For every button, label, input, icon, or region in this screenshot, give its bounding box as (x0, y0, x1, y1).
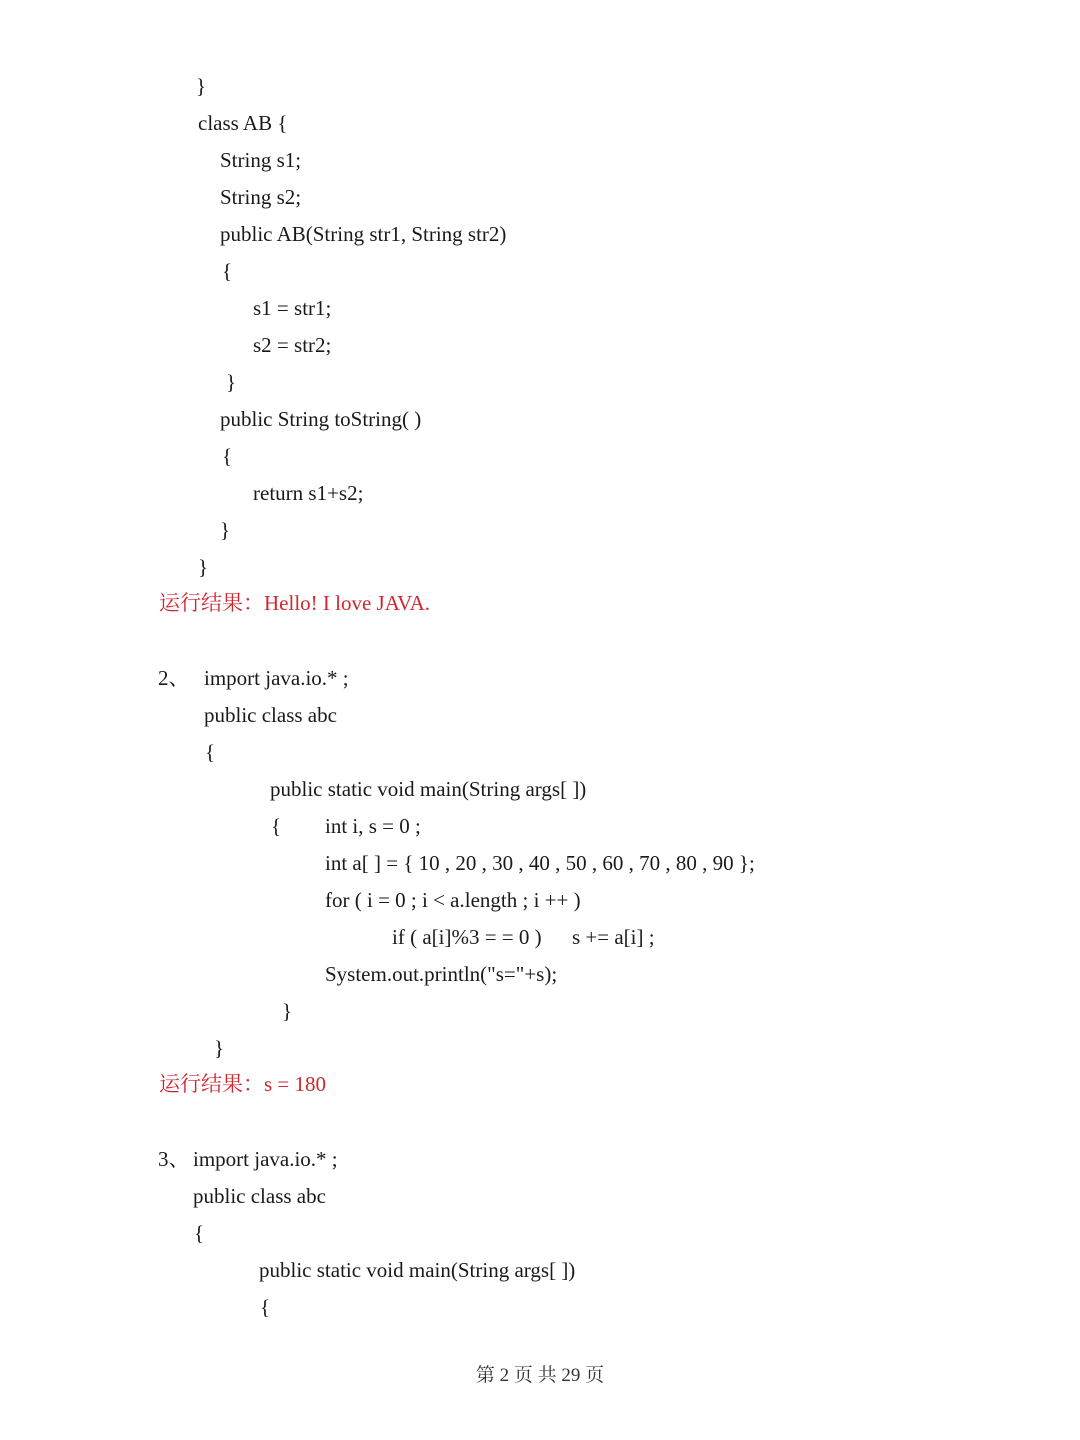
code-line: } (198, 555, 209, 579)
page-number-footer: 第 2 页 共 29 页 (475, 1365, 605, 1386)
code-line: System.out.println("s="+s); (325, 962, 558, 986)
code-line: { (205, 740, 216, 764)
run-result-1: 运行结果：Hello! I love JAVA. (159, 591, 431, 615)
code-line: import java.io.* ; (204, 666, 349, 690)
code-line: public static void main(String args[ ]) (270, 777, 587, 801)
run-result-2: 运行结果：s = 180 (159, 1072, 327, 1096)
code-line: public class abc (193, 1184, 326, 1208)
code-line: } (196, 74, 207, 98)
code-line: class AB { (198, 111, 288, 135)
code-line: public AB(String str1, String str2) (220, 222, 507, 246)
code-line: s += a[i] ; (572, 925, 655, 949)
code-line: { (222, 444, 233, 468)
code-line: { (271, 814, 282, 838)
code-line: } (214, 1036, 225, 1060)
code-line: { (222, 259, 233, 283)
code-line: s2 = str2; (253, 333, 332, 357)
code-line: public String toString( ) (220, 407, 422, 431)
code-line: { (194, 1221, 205, 1245)
code-line: for ( i = 0 ; i < a.length ; i ++ ) (325, 888, 581, 912)
code-line: String s2; (220, 185, 302, 209)
code-line: } (220, 518, 231, 542)
code-line: if ( a[i]%3 = = 0 ) (392, 925, 542, 949)
code-line: int i, s = 0 ; (325, 814, 421, 838)
question-number-2: 2、 (158, 666, 190, 690)
code-line: { (260, 1295, 271, 1319)
question-number-3: 3、 (158, 1147, 190, 1171)
code-line: } (282, 999, 293, 1023)
code-line: return s1+s2; (253, 481, 364, 505)
code-line: public class abc (204, 703, 337, 727)
code-line: String s1; (220, 148, 302, 172)
code-line: import java.io.* ; (193, 1147, 338, 1171)
code-line: } (226, 370, 237, 394)
code-line: int a[ ] = { 10 , 20 , 30 , 40 , 50 , 60 , 70 , 80 , 90 }; (325, 851, 755, 875)
code-line: public static void main(String args[ ]) (259, 1258, 576, 1282)
code-line: s1 = str1; (253, 296, 332, 320)
